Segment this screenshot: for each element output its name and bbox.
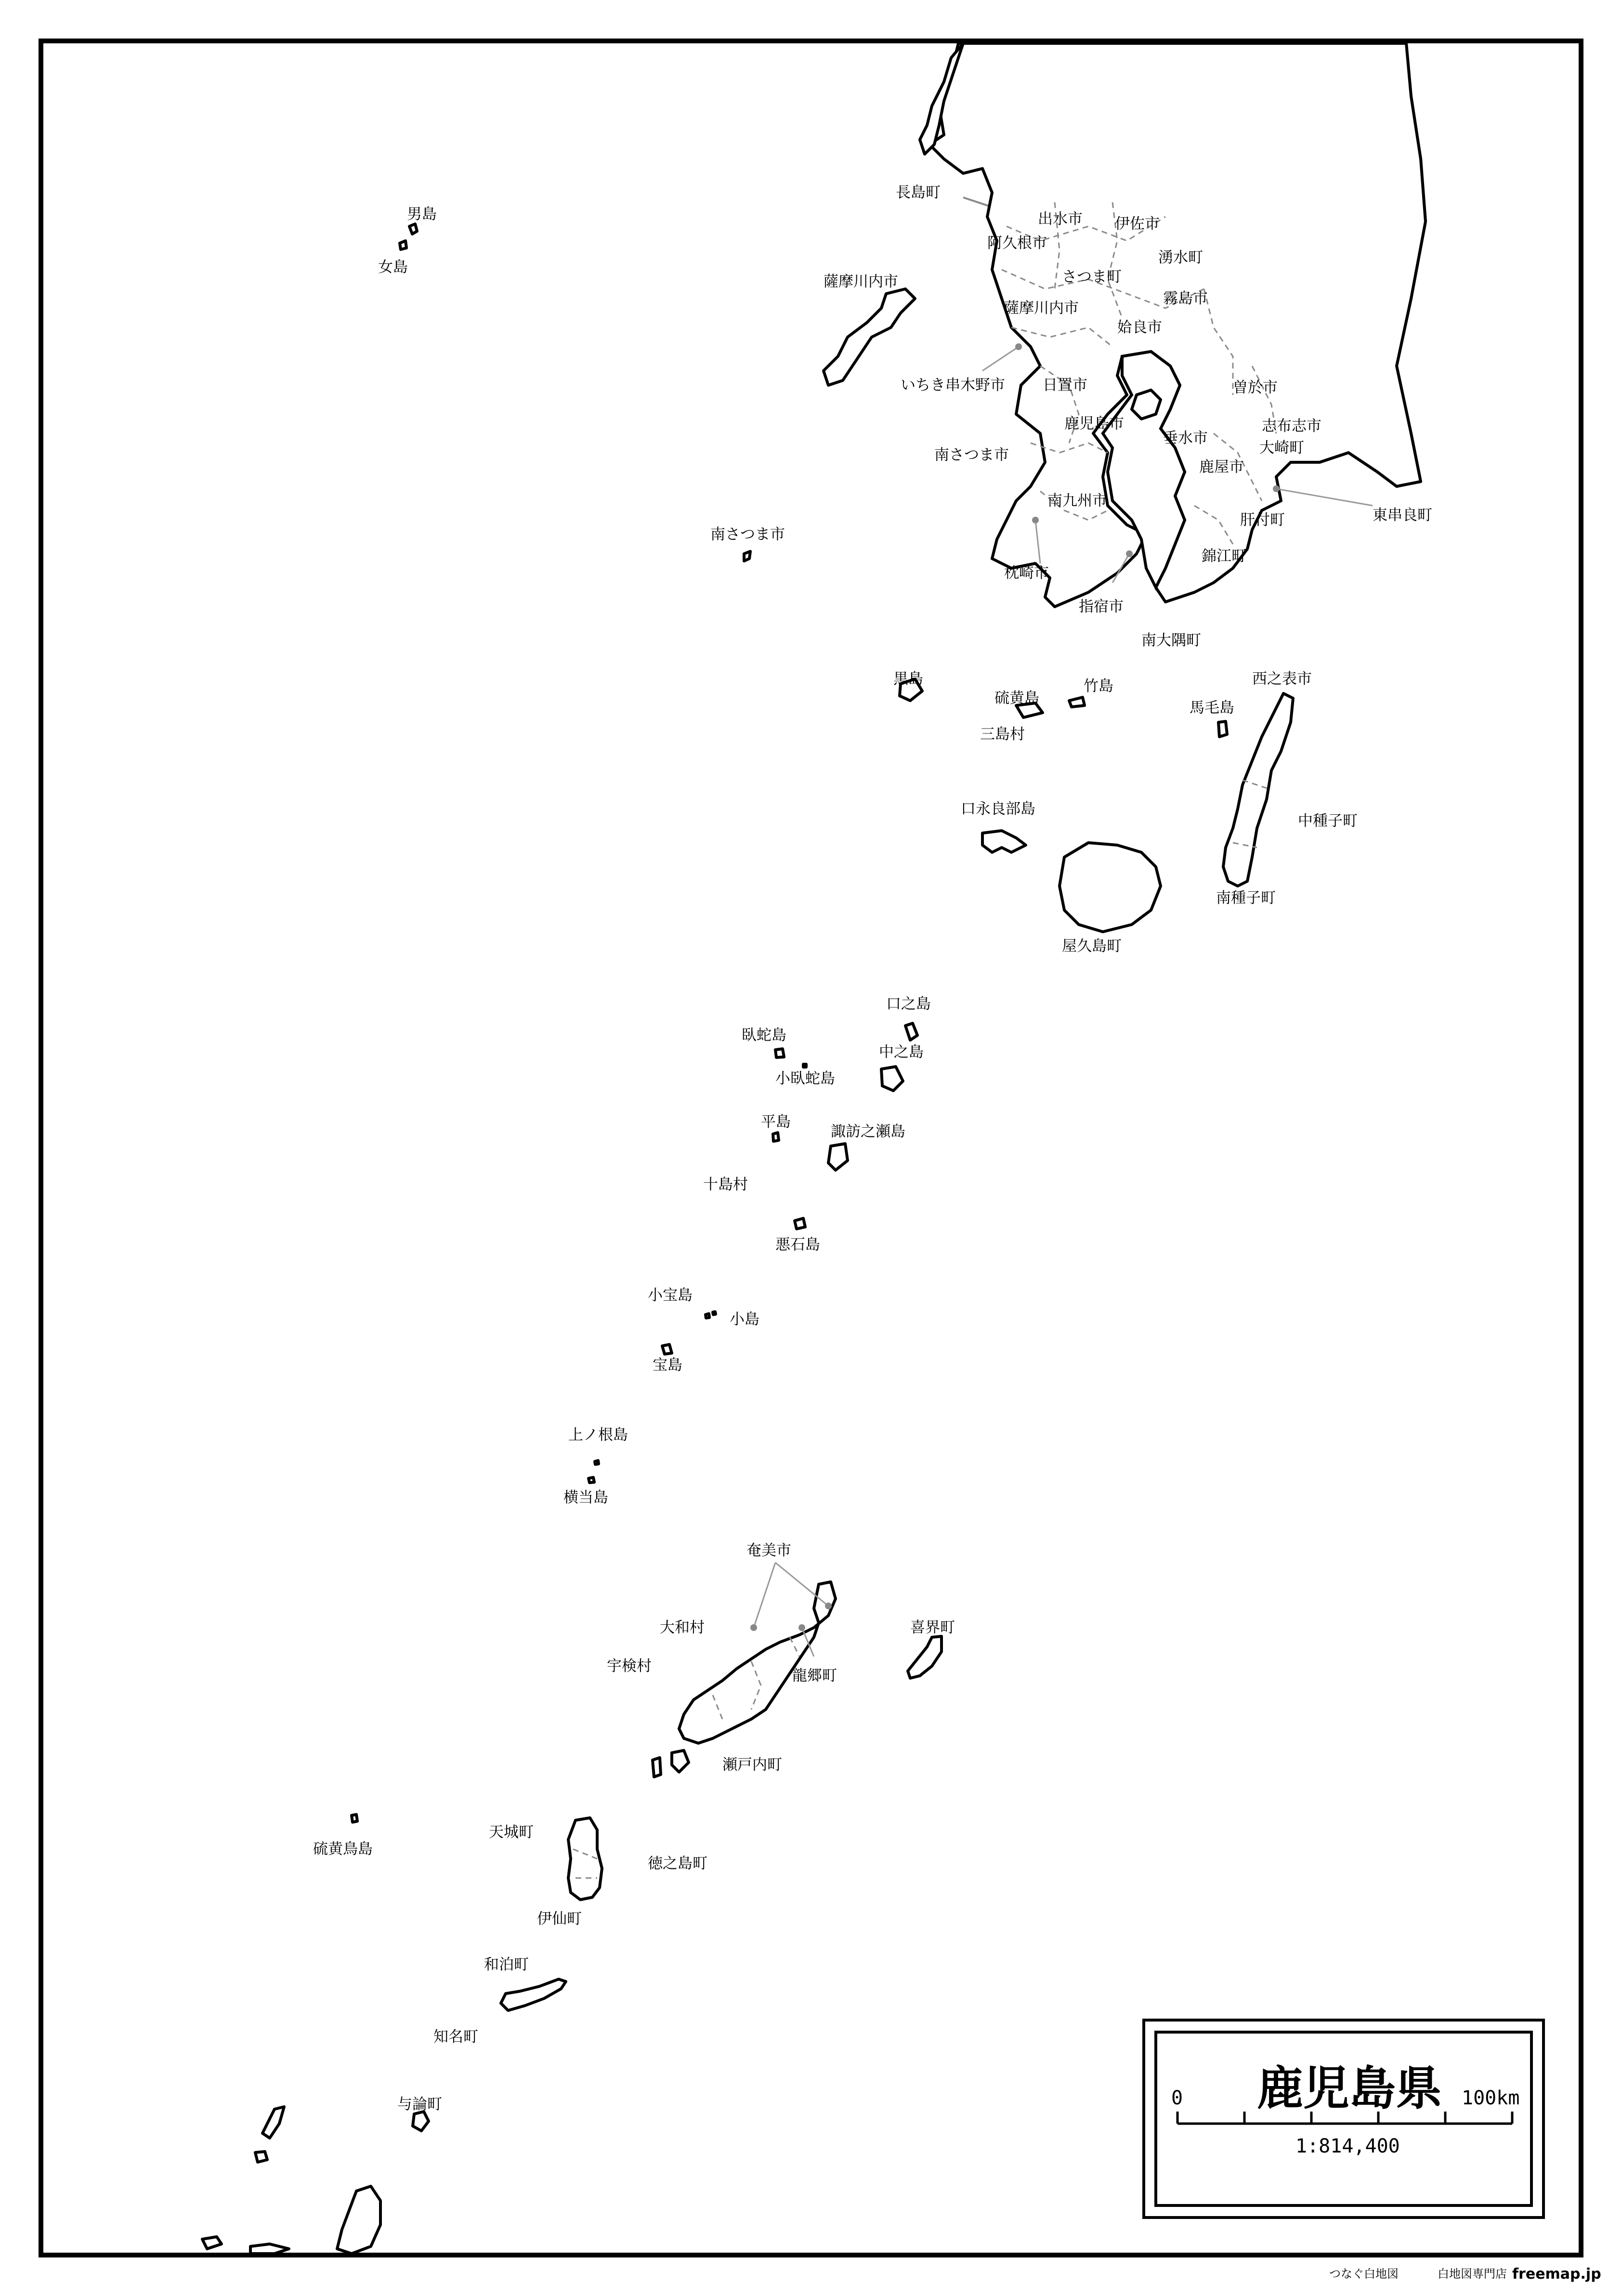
label-kaminonejima: 上ノ根島 [568,1426,628,1444]
label-suwanosejima: 諏訪之瀬島 [831,1123,905,1140]
label-kodakarajima: 小宝島 [648,1287,693,1304]
gajajima-shape [775,1049,784,1057]
label-kinko: 錦江町 [1202,548,1246,565]
label-kuchinoerabu: 口永良部島 [961,800,1035,818]
label-amagi: 天城町 [489,1824,534,1841]
label-nishinoomote: 西之表市 [1252,670,1312,688]
label-nakanoshima: 中之島 [879,1044,924,1061]
label-toshima: 十島村 [703,1176,748,1193]
scale-zero: 0 [1171,2087,1183,2109]
label-soo: 曽於市 [1233,379,1278,396]
label-higashikushira: 東串良町 [1373,507,1432,524]
title-box [1144,2020,1544,2218]
label-mageshima: 馬毛島 [1190,699,1234,717]
okinawa-north-2 [255,2152,267,2162]
footer-credit-shop: 白地図専門店 [1438,2267,1507,2281]
label-tokunoshima: 徳之島町 [648,1855,707,1872]
label-ichikikushikino: いちき串木野市 [901,377,1005,394]
label-akusekijima: 悪石島 [775,1236,820,1253]
label-izumi: 出水市 [1038,210,1083,228]
label-minamisatsuma-main: 南さつま市 [934,446,1009,464]
label-osaki: 大崎町 [1259,439,1304,457]
yokoatejima-shape [589,1477,594,1483]
kodakarajima-shape [706,1314,709,1318]
iou-torishima-shape [352,1814,357,1822]
tairajima-shape [773,1133,779,1141]
label-uken: 宇検村 [607,1657,652,1675]
label-minamiosumi: 南大隅町 [1141,632,1201,649]
mageshima-shape [1218,721,1227,737]
label-kikai: 喜界町 [910,1619,955,1636]
footer [1329,2266,1601,2283]
label-kirishima: 霧島市 [1163,290,1208,307]
label-shibushi: 志布志市 [1262,417,1321,435]
scale-max: 100km [1462,2087,1520,2109]
label-wadomari: 和泊町 [484,1956,529,1973]
label-yokoatejima: 横当島 [563,1489,608,1506]
label-kimotsuki: 肝付町 [1240,511,1285,529]
label-kanoya: 鹿屋市 [1199,458,1244,476]
label-isa: 伊佐市 [1115,215,1160,233]
label-hioki: 日置市 [1043,377,1087,394]
footer-credit-small: つなぐ白地図 [1329,2267,1399,2281]
label-minamitane: 南種子町 [1216,889,1276,907]
kojima-shape [713,1312,716,1315]
label-tatsugo: 龍郷町 [792,1667,837,1684]
map-title: 鹿児島県 [1257,2061,1442,2115]
label-aira: 姶良市 [1117,319,1162,336]
scale-ratio: 1:814,400 [1295,2135,1400,2157]
label-ioujima: 硫黄島 [994,690,1039,707]
label-yoron: 与論町 [397,2096,442,2113]
label-kojima: 小島 [730,1311,759,1328]
label-takarajima: 宝島 [653,1357,682,1374]
label-amami: 奄美市 [746,1542,791,1559]
label-onnajima: 女島 [378,259,408,276]
label-tarumizu: 垂水市 [1163,430,1208,447]
ukejima [653,1758,661,1777]
label-akune: 阿久根市 [987,235,1047,252]
label-kuroshima: 黒島 [893,670,923,688]
kogajajima-shape [803,1064,806,1067]
sakurajima [1132,390,1161,419]
minamisatsuma-islands [744,551,750,561]
label-setouchi: 瀬戸内町 [722,1756,782,1774]
label-takeshima: 竹島 [1084,678,1113,695]
takeshima-shape [1069,697,1085,707]
onnajima-shape [400,241,406,249]
label-yusui: 湧水町 [1158,249,1203,266]
label-ibusuki: 指宿市 [1079,598,1124,615]
label-yamato: 大和村 [660,1619,705,1636]
label-kuchinoshima: 口之島 [886,995,931,1013]
label-satsuma: さつま町 [1062,268,1122,286]
label-nakatane: 中種子町 [1298,812,1358,830]
label-otokojima: 男島 [407,206,437,223]
label-satsumasendai-city: 薩摩川内市 [824,273,898,290]
label-tairajima: 平島 [761,1113,791,1131]
footer-brand: freemap.jp [1512,2266,1601,2283]
takarajima-shape [662,1344,672,1354]
label-kagoshima: 鹿児島市 [1064,415,1124,432]
label-minamisatsuma-isl: 南さつま市 [710,526,785,543]
label-mishima: 三島村 [980,726,1025,743]
label-isen: 伊仙町 [537,1910,582,1928]
label-minamikyushu: 南九州市 [1047,492,1107,509]
label-yakushima: 屋久島町 [1062,938,1122,955]
label-nagashima: 長島町 [896,184,941,201]
otokojima-shape [409,224,417,234]
label-kogajajima: 小臥蛇島 [775,1070,835,1087]
label-makurazaki: 枕崎市 [1004,564,1049,582]
label-gajajima: 臥蛇島 [742,1027,786,1044]
akusekijima-shape [795,1218,805,1229]
kaminonejima-shape [595,1461,599,1464]
label-china: 知名町 [433,2028,478,2046]
label-iou-torishima: 硫黄鳥島 [313,1840,373,1858]
label-satsumasendai: 薩摩川内市 [1004,300,1079,317]
